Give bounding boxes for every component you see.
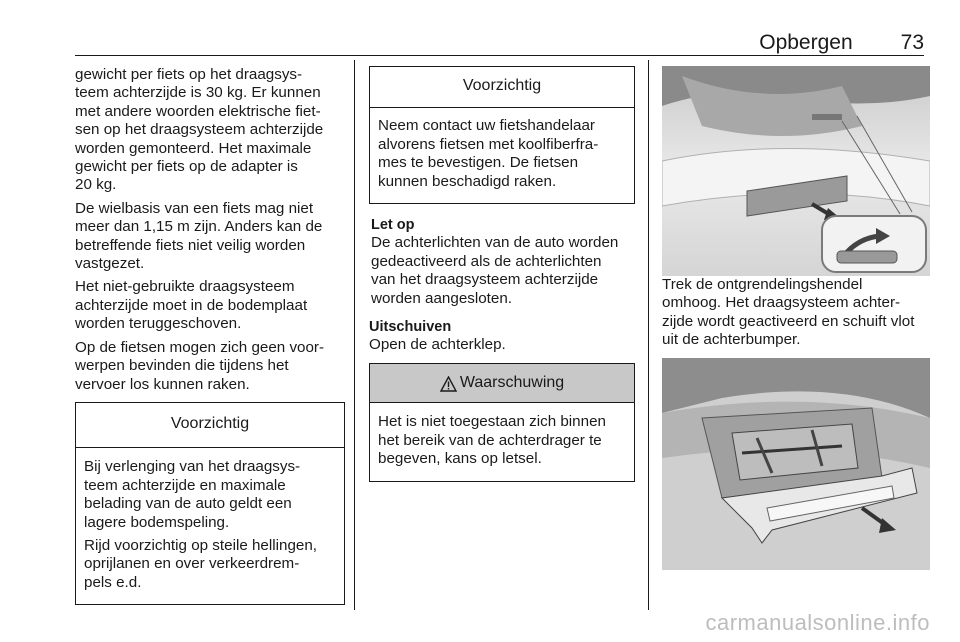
page-number: 73	[900, 31, 924, 54]
note-label: Let op	[371, 217, 415, 234]
figure-caption: Trek de ontgrendelingshendel omhoog. Het draagsysteem achter- zijde wordt geactiveerd en schuift vlot uit de achterbumper.	[662, 276, 915, 349]
caution-box	[369, 66, 635, 204]
header-rule	[75, 55, 924, 56]
paragraph: De wielbasis van een fiets mag niet meer dan 1,15 m zijn. Anders kan de betreffende fiets niet veilig worden vastgezet.	[75, 199, 323, 273]
column-divider-1	[354, 60, 355, 610]
page-header	[75, 30, 924, 56]
caution-paragraph: Bij verlenging van het draagsys- teem achterzijde en maximale belading van de auto geldt een lagere bodemspeling.	[84, 458, 301, 531]
note-text: De achterlichten van de auto worden gedeactiveerd als de achterlichten van het draagsysteem achterzijde worden aangesloten.	[371, 234, 619, 307]
warning-title: Waarschuwing	[459, 373, 565, 391]
column-3	[662, 66, 930, 570]
warning-header	[370, 364, 634, 403]
note	[369, 216, 635, 308]
column-1	[75, 66, 345, 605]
caution-body	[370, 108, 634, 203]
paragraph: Het niet-gebruikte draagsysteem achterzijde moet in de bodemplaat worden teruggeschoven.	[75, 278, 308, 333]
warning-body	[370, 403, 634, 480]
warning-box	[369, 363, 635, 482]
watermark: carmanualsonline.info	[705, 610, 930, 635]
caution-title: Voorzichtig	[370, 67, 634, 108]
caution-box	[75, 402, 345, 605]
warning-text: Het is niet toegestaan zich binnen het bereik van de achterdrager te begeven, kans op letsel.	[378, 413, 606, 468]
paragraph: gewicht per fiets op het draagsys- teem achterzijde is 30 kg. Er kunnen met andere woorden elektrische fiet- sen op het draagsysteem achterzijde worden gemonteerd. Het maximale gewicht per fiets op de adapter is 20 kg.	[75, 66, 324, 194]
rear-carrier-extended-illustration	[662, 358, 930, 570]
column-2	[369, 66, 635, 482]
caution-text: Neem contact uw fietshandelaar alvorens fietsen met koolfiberfra- mes te bevestigen. De fietsen kunnen beschadigd raken.	[378, 117, 599, 190]
subsection-heading: Uitschuiven	[369, 319, 452, 336]
caution-title: Voorzichtig	[76, 403, 344, 448]
caution-paragraph: Rijd voorzichtig op steile hellingen, oprijlanen en over verkeerdrem- pels e.d.	[84, 536, 318, 591]
warning-triangle-icon	[440, 376, 457, 392]
paragraph: Op de fietsen mogen zich geen voor- werpen bevinden die tijdens het vervoer los kunnen raken.	[75, 338, 325, 393]
subsection-text: Open de achterklep.	[369, 336, 506, 354]
caution-body	[76, 448, 344, 604]
column-divider-2	[648, 60, 649, 610]
section-title: Opbergen	[759, 31, 853, 54]
bumper-release-lever-illustration	[662, 66, 930, 276]
